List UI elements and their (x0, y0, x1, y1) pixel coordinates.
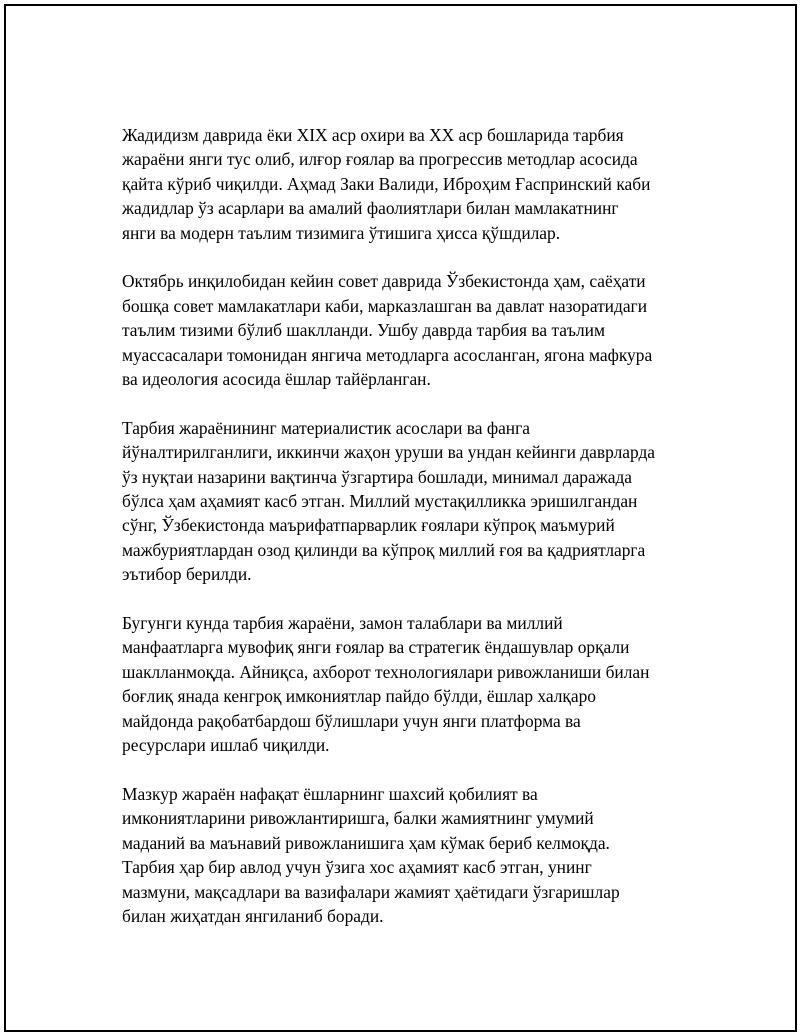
text-line: бўлса ҳам аҳамият касб этган. Миллий мустақилликка эришилгандан (122, 491, 638, 512)
text-line: Мазкур жараён нафақат ёшларнинг шахсий қобилият ва (122, 783, 538, 804)
text-line: ўз нуқтаи назарини вақтинча ўзгартира бошлади, минимал даражада (122, 466, 633, 487)
text-line: қайта кўриб чиқилди. Аҳмад Заки Валиди, Иброҳим Ғаспринский каби (122, 173, 651, 194)
text-line: Тарбия ҳар бир авлод учун ўзига хос аҳамият касб этган, унинг (122, 857, 592, 878)
paragraph-4 (122, 611, 702, 757)
text-line: мажбуриятлардан озод қилинди ва кўпроқ миллий ғоя ва қадриятларга (122, 539, 646, 560)
text-line: йўналтирилганлиги, иккинчи жаҳон уруши ва ундан кейинги даврларда (122, 442, 656, 463)
text-line: ва идеология асосида ёшлар тайёрланган. (122, 369, 431, 390)
text-line: шаклланмоқда. Айниқса, ахборот технологиялари ривожланиши билан (122, 661, 650, 682)
text-line: мазмуни, мақсадлари ва вазифалари жамият ҳаётидаги ўзгаришлар (122, 881, 620, 902)
text-line: Тарбия жараёнининг материалистик асослари ва фанга (122, 417, 530, 438)
paragraph-3 (122, 416, 702, 587)
text-line: янги ва модерн таълим тизимига ўтишига ҳисса қўшдилар. (122, 222, 561, 243)
text-line: муассасалари томонидан янгича методларга асосланган, ягона мафкура (122, 344, 653, 365)
paragraph-2 (122, 269, 702, 391)
text-line: таълим тизими бўлиб шаклланди. Ушбу даврда тарбия ва таълим (122, 320, 605, 341)
text-line: Жадидизм даврида ёки XIX аср охири ва XX аср бошларида тарбия (122, 125, 624, 145)
text-line: маданий ва маънавий ривожланишига ҳам кўмак бериб келмоқда. (122, 832, 610, 853)
text-line: майдонда рақобатбардош бўлишлари учун янги платформа ва (122, 710, 581, 731)
text-line: жараёни янги тус олиб, илғор ғоялар ва прогрессив методлар асосида (122, 149, 638, 170)
document-body (122, 123, 702, 953)
text-line: эътибор берилди. (122, 564, 252, 585)
text-line: бошқа совет мамлакатлари каби, марказлашган ва давлат назоратидаги (122, 295, 647, 316)
text-line: Бугунги кунда тарбия жараёни, замон талаблари ва миллий (122, 613, 563, 634)
paragraph-1 (122, 123, 702, 245)
text-line: сўнг, Ўзбекистонда маърифатпарварлик ғоялари кўпроқ маъмурий (122, 515, 615, 536)
text-line: Октябрь инқилобидан кейин совет даврида Ўзбекистонда ҳам, саёҳати (122, 271, 646, 292)
text-line: манфаатларга мувофиқ янги ғоялар ва стратегик ёндашувлар орқали (122, 637, 630, 658)
text-line: имкониятларини ривожлантиришга, балки жамиятнинг умумий (122, 808, 594, 829)
paragraph-5 (122, 782, 702, 928)
page-border (4, 4, 797, 1032)
text-line: жадидлар ўз асарлари ва амалий фаолиятлари билан мамлакатнинг (122, 198, 619, 219)
text-line: боғлиқ янада кенгроқ имкониятлар пайдо бўлди, ёшлар халқаро (122, 686, 596, 707)
text-line: ресурслари ишлаб чиқилди. (122, 735, 330, 756)
text-line: билан жиҳатдан янгиланиб боради. (122, 905, 384, 926)
